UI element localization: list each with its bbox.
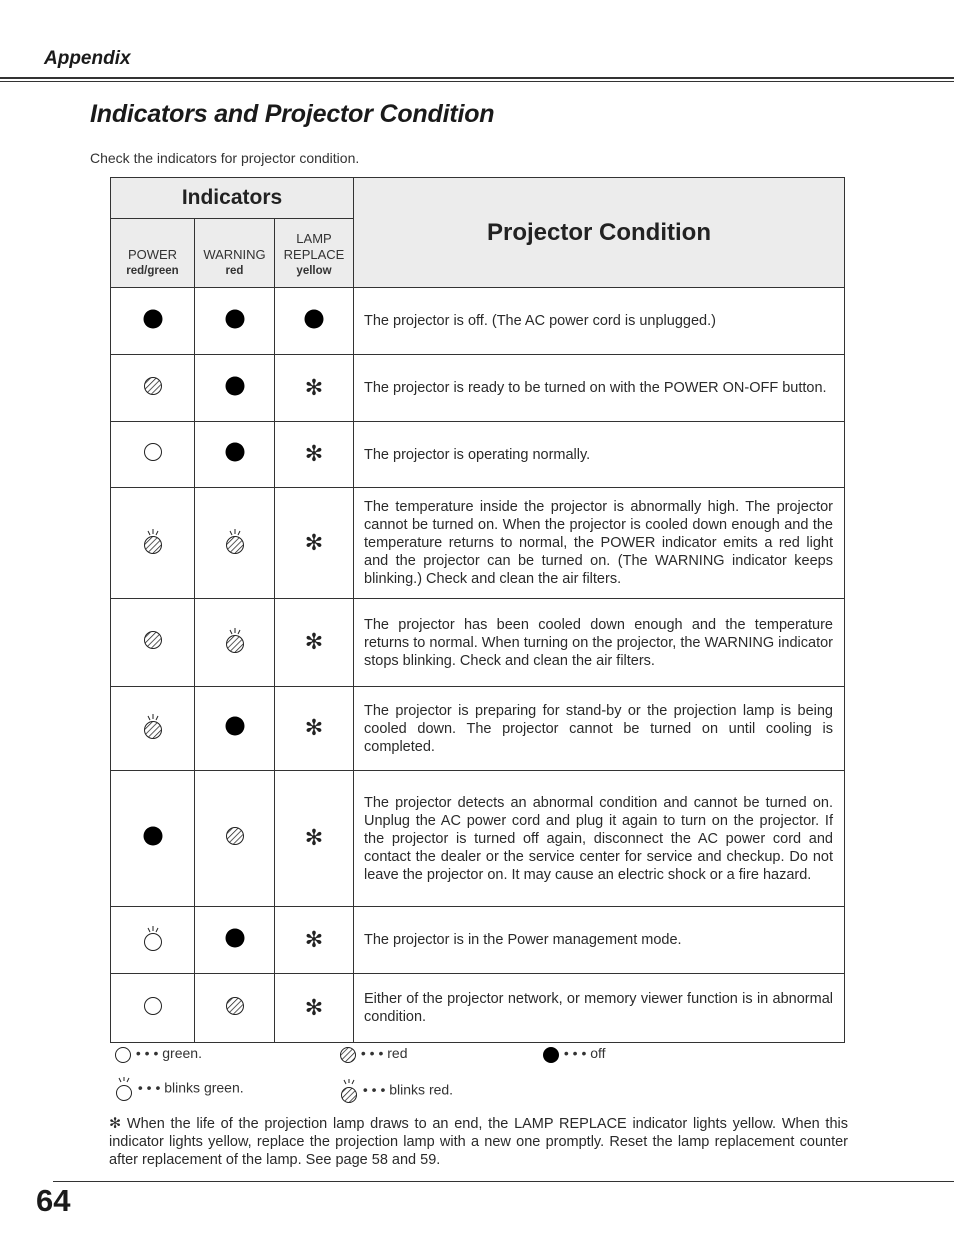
col-lamp-replace: LAMP REPLACE yellow [275, 219, 354, 288]
red-indicator-icon [140, 625, 166, 655]
warning-indicator-cell [195, 771, 275, 907]
lamp-indicator-cell [275, 974, 354, 1043]
condition-text: The projector is operating normally. [354, 422, 845, 488]
warning-indicator-cell [195, 488, 275, 599]
condition-text: The projector is preparing for stand-by or the projection lamp is being cooled down. The projector cannot be turned on until cooling is completed. [354, 687, 845, 771]
legend-blink-red: • • • blinks red. [339, 1078, 453, 1104]
warning-indicator-cell [195, 687, 275, 771]
table-row [111, 687, 845, 771]
warning-indicator-cell [195, 422, 275, 488]
asterisk-icon: ✻ [304, 442, 324, 467]
off-indicator-icon [140, 304, 166, 334]
asterisk-icon: ✻ [304, 927, 324, 953]
table-row [111, 907, 845, 974]
blink-red-indicator-icon [222, 625, 248, 655]
power-indicator-cell [111, 355, 195, 422]
red-indicator-icon [222, 991, 248, 1021]
off-indicator-icon [222, 711, 248, 741]
condition-text: The projector is ready to be turned on with the POWER ON-OFF button. [354, 355, 845, 422]
lamp-indicator-cell [275, 422, 354, 488]
warning-indicator-cell [195, 355, 275, 422]
condition-header: Projector Condition [354, 178, 845, 288]
blink-red-indicator-icon [140, 711, 166, 741]
table-row [111, 974, 845, 1043]
red-indicator-icon [222, 821, 248, 851]
green-indicator-icon [114, 1045, 132, 1063]
lamp-indicator-cell [275, 771, 354, 907]
legend-green: • • • green. [114, 1045, 202, 1063]
warning-indicator-cell [195, 907, 275, 974]
condition-rows [111, 288, 845, 1043]
condition-text: The projector has been cooled down enough and the temperature returns to normal. When turning on the projector, the WARNING indicator stops blinking. Check and clean the air filters. [354, 599, 845, 687]
table-row [111, 422, 845, 488]
table-row [111, 771, 845, 907]
section-title: Appendix [44, 48, 131, 69]
indicators-header: Indicators [111, 178, 354, 219]
col-warning: WARNING red [195, 219, 275, 288]
blink-green-indicator-icon [114, 1076, 134, 1102]
header-rule-thin [0, 81, 954, 82]
condition-text: Either of the projector network, or memory viewer function is in abnormal condition. [354, 974, 845, 1043]
asterisk-icon: ✻ [304, 530, 324, 556]
red-indicator-icon [339, 1045, 357, 1063]
lamp-indicator-cell [275, 288, 354, 355]
asterisk-icon: ✻ [109, 1116, 122, 1132]
condition-text: The projector detects an abnormal condition and cannot be turned on. Unplug the AC power cord and plug it again to turn on the projector. If the projector is turned off again, disconnect the AC power cord and contact the dealer or the service center for service and checkup. Do not leave the projector on. It may cause an electric shock or a fire hazard. [354, 771, 845, 907]
footer-rule [53, 1181, 954, 1182]
asterisk-icon: ✻ [304, 995, 324, 1021]
off-indicator-icon [222, 371, 248, 401]
warning-indicator-cell [195, 288, 275, 355]
power-indicator-cell [111, 599, 195, 687]
off-indicator-icon [222, 923, 248, 953]
off-indicator-icon [140, 821, 166, 851]
lamp-footnote [109, 1115, 848, 1169]
power-indicator-cell [111, 488, 195, 599]
off-indicator-icon [222, 304, 248, 334]
power-indicator-cell [111, 422, 195, 488]
asterisk-icon: ✻ [304, 716, 324, 741]
green-indicator-icon [140, 437, 166, 467]
legend-off: • • • off [542, 1045, 606, 1063]
power-indicator-cell [111, 907, 195, 974]
indicator-table [110, 177, 845, 1043]
off-indicator-icon [542, 1045, 560, 1063]
lamp-indicator-cell [275, 488, 354, 599]
table-row [111, 288, 845, 355]
power-indicator-cell [111, 687, 195, 771]
power-indicator-cell [111, 288, 195, 355]
red-indicator-icon [140, 371, 166, 401]
off-indicator-icon [301, 304, 327, 334]
legend-blink-green: • • • blinks green. [114, 1076, 244, 1102]
lamp-indicator-cell [275, 687, 354, 771]
asterisk-icon: ✻ [304, 630, 324, 655]
lamp-indicator-cell [275, 355, 354, 422]
warning-indicator-cell [195, 974, 275, 1043]
col-power: POWER red/green [111, 219, 195, 288]
page-number: 64 [36, 1183, 71, 1218]
off-indicator-icon [222, 437, 248, 467]
table-row [111, 355, 845, 422]
power-indicator-cell [111, 771, 195, 907]
asterisk-icon: ✻ [304, 826, 324, 851]
legend-red: • • • red [339, 1045, 408, 1063]
power-indicator-cell [111, 974, 195, 1043]
footnote-text: When the life of the projection lamp draws to an end, the LAMP REPLACE indicator lights yellow. When this indicator lights yellow, replace the projection lamp with a new one promptly. Reset the lamp replacement counter after replacement of the lamp. See page 58 and 59. [109, 1116, 848, 1168]
condition-text: The projector is in the Power management mode. [354, 907, 845, 974]
table-row [111, 599, 845, 687]
blink-green-indicator-icon [140, 923, 166, 953]
asterisk-icon: ✻ [304, 375, 324, 401]
page-title: Indicators and Projector Condition [90, 100, 495, 128]
warning-indicator-cell [195, 599, 275, 687]
green-indicator-icon [140, 991, 166, 1021]
blink-red-indicator-icon [140, 526, 166, 556]
condition-text: The temperature inside the projector is abnormally high. The projector cannot be turned on. When the projector is cooled down enough and the temperature returns to normal, the POWER indicator emits a red light and the projector can be turned on. (The WARNING indicator keeps blinking.) Check and clean the air filters. [354, 488, 845, 599]
lamp-indicator-cell [275, 907, 354, 974]
intro-text: Check the indicators for projector condition. [90, 150, 360, 166]
lamp-indicator-cell [275, 599, 354, 687]
header-rule [0, 77, 954, 79]
blink-red-indicator-icon [222, 526, 248, 556]
blink-red-indicator-icon [339, 1078, 359, 1104]
condition-text: The projector is off. (The AC power cord is unplugged.) [354, 288, 845, 355]
table-row [111, 488, 845, 599]
